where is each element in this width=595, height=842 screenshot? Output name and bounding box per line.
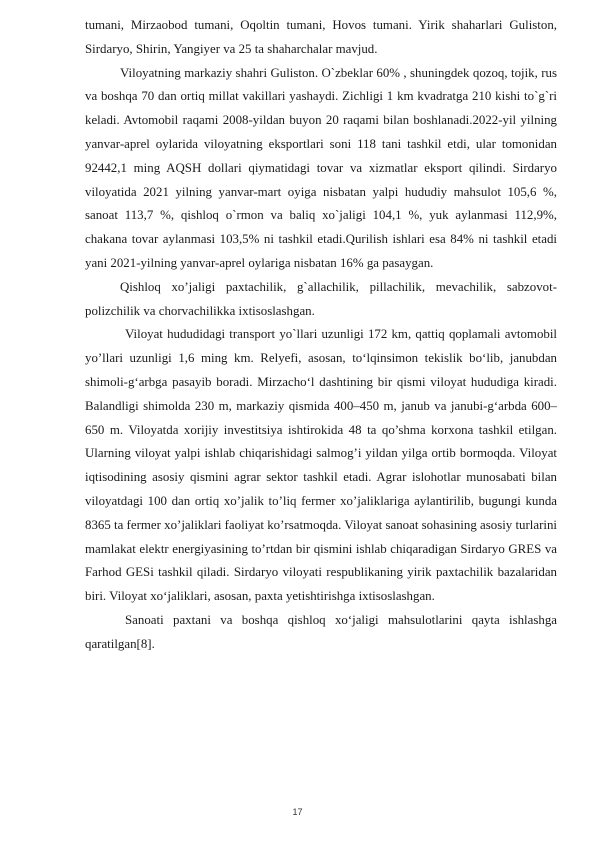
paragraph-transport-relief: Viloyat hududidagi transport yo`llari uzunligi 172 km, qattiq qoplamali avtomobil yo’llari uzunligi 1,6 ming km. Relyefi, asosan, to‘lqinsimon tekislik bo‘lib, janubdan shimoli-g‘arbga pasayib boradi. Mirzacho‘l dashtining bir qismi viloyat hududiga kiradi. Balandligi shimolda 230 m, markaziy qismida 400–450 m, janub va janubi-g‘arbda 600–650 m. Viloyatda xorijiy investitsiya ishtirokida 48 ta qo’shma korxona tashkil etilgan. Ularning viloyat yalpi ishlab chiqarishidagi salmog’i yildan yilga ortib bormoqda. Viloyat iqtisodining asosiy qismini agrar sektor tashkil etadi. Agrar islohotlar munosabati bilan viloyatdagi 100 dan ortiq xo’jalik to’liq fermer xo’jaliklariga aylantirilib, bugungi kunda 8365 ta fermer xo’jaliklari faoliyat ko’rsatmoqda. Viloyat sanoat sohasining asosiy turlarini mamlakat elektr energiyasining to’rtdan bir qismini ishlab chiqaradigan Sirdaryo GRES va Farhod GESi tashkil qiladi. Sirdaryo viloyati respublikaning yirik paxtachilik bazalaridan biri. Viloyat xo‘jaliklari, asosan, paxta yetishtirishga ixtisoslashgan. [85, 327, 557, 604]
paragraph-capital-population: Viloyatning markaziy shahri Guliston. O`zbeklar 60% , shuningdek qozoq, tojik, rus va boshqa 70 dan ortiq millat vakillari yashaydi. Zichligi 1 km kvadratga 210 kishi to`g`ri keladi. Avtomobil raqami 2008-yildan buyon 20 raqami bilan boshlanadi.2022-yil yilning yanvar-aprel oylarida viloyatning eksportlari soni 118 tani tashkil etdi, ular tomonidan 92442,1 ming AQSH dollari qiymatidagi tovar va xizmatlar eksport qilindi. Sirdaryo viloyatida 2021 yilning yanvar-mart oyiga nisbatan yalpi hududiy mahsulot 105,6 %, sanoat 113,7 %, qishloq o`rmon va baliq xo`jaligi 104,1 %, yuk aylanmasi 112,9%, chakana tovar aylanmasi 103,5% ni tashkil etadi.Qurilish ishlari esa 84% ni tashkil etadi yani 2021-yilning yanvar-aprel oylariga nisbatan 16% ga pasaygan. [85, 65, 557, 270]
paragraph-industry: Sanoati paxtani va boshqa qishloq xo‘jaligi mahsulotlarini qayta ishlashga qaratilgan[8]. [85, 612, 557, 651]
paragraph-agriculture: Qishloq xo’jaligi paxtachilik, g`allachilik, pillachilik, mevachilik, sabzovot-polizchilik va chorvachilikka ixtisoslashgan. [85, 279, 557, 318]
paragraph-continuation: tumani, Mirzaobod tumani, Oqoltin tumani, Hovos tumani. Yirik shaharlari Guliston, Sirdaryo, Shirin, Yangiyer va 25 ta shaharchalar mavjud. [85, 18, 557, 56]
page-number: 17 [292, 807, 303, 817]
document-body [85, 14, 557, 657]
